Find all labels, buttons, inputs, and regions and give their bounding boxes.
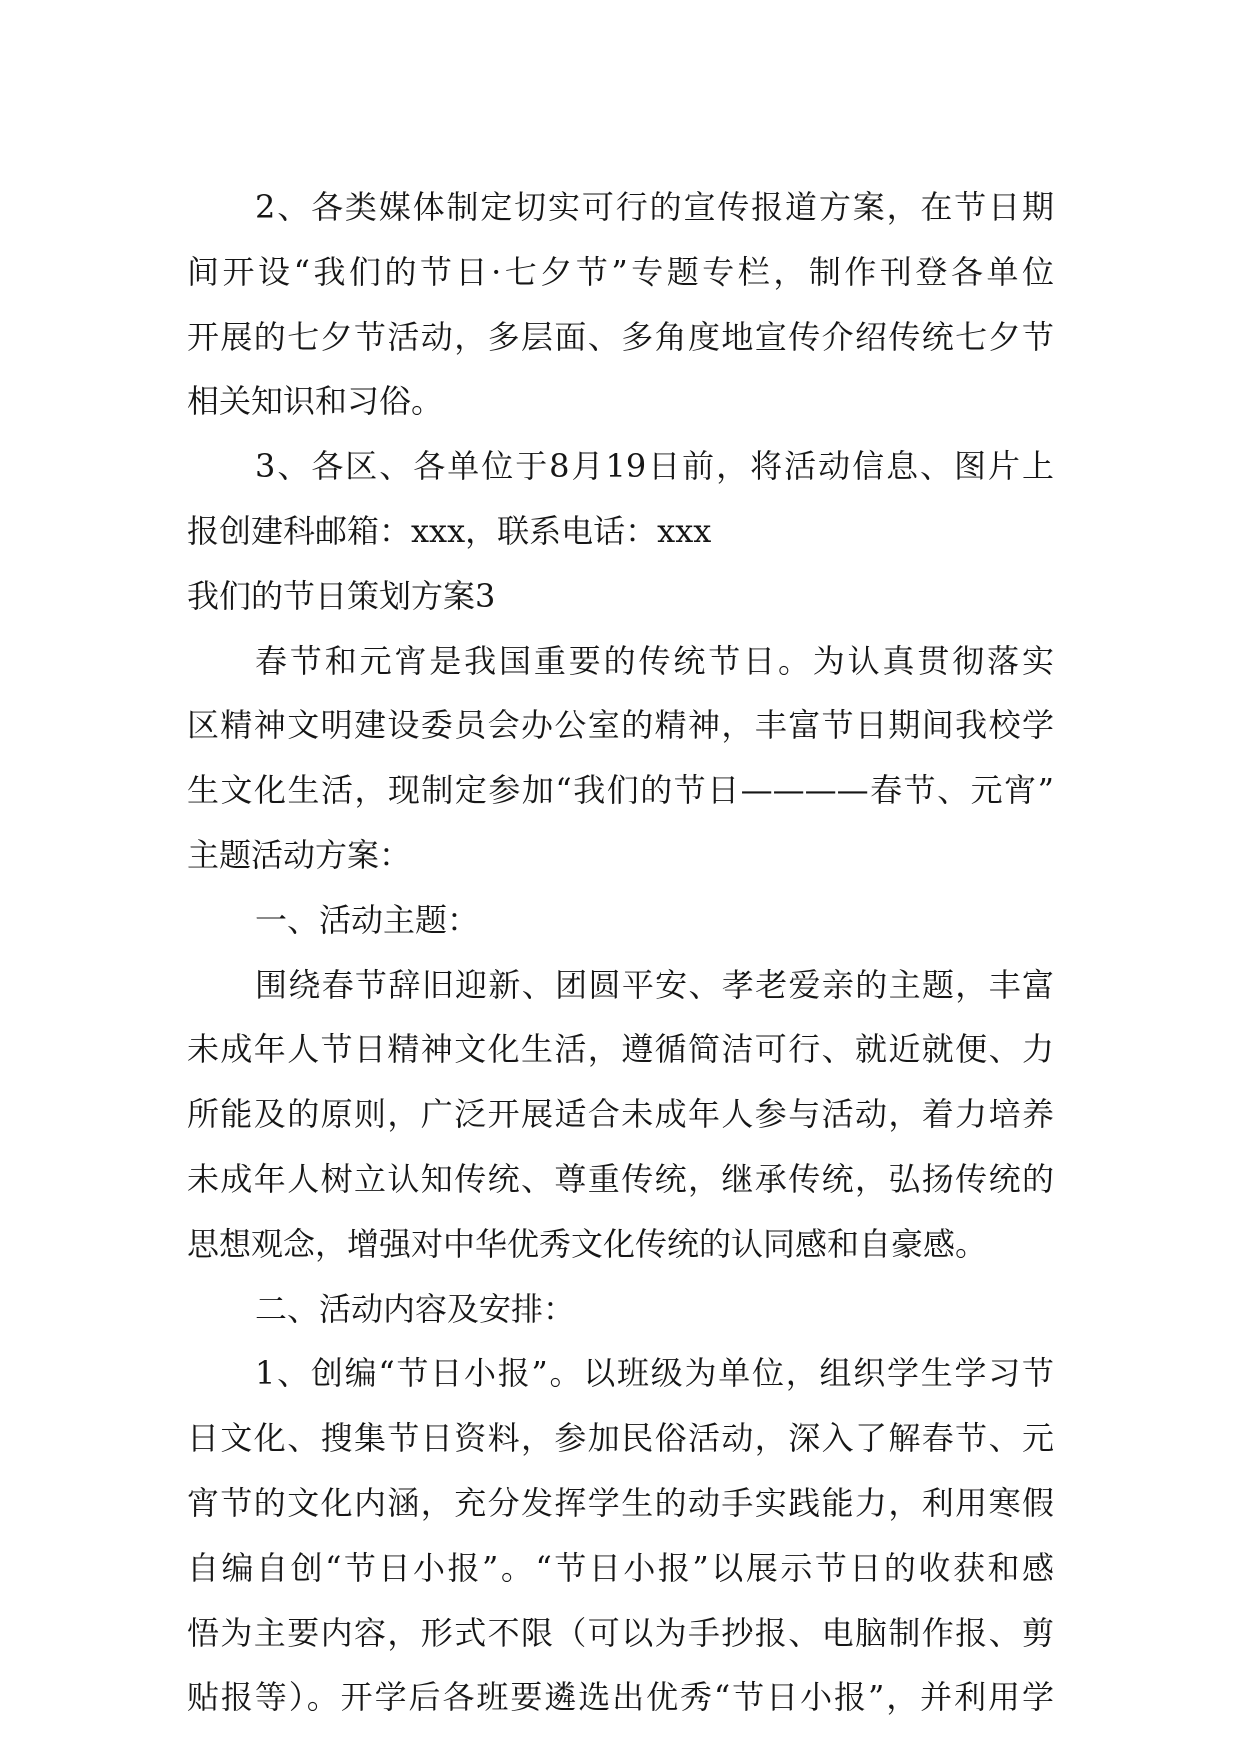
paragraph-media-plan [187,175,1054,434]
paragraph-line: 3、各区、各单位于8月19日前，将活动信息、图片上 [255,447,1054,486]
subheading-content [187,1277,1054,1342]
paragraph-line: 贴报等）。开学后各班要遴选出优秀“节日小报”，并利用学 [187,1678,1054,1717]
paragraph-line: 生文化生活，现制定参加“我们的节日————春节、元宵” [187,771,1054,810]
paragraph-theme [187,953,1054,1277]
paragraph-line: 相关知识和习俗。 [187,382,444,421]
paragraph-line: 悟为主要内容，形式不限（可以为手抄报、电脑制作报、剪 [187,1613,1054,1652]
paragraph-line: 未成年人树立认知传统、尊重传统，继承传统，弘扬传统的 [187,1159,1054,1198]
paragraph-line: 宵节的文化内涵，充分发挥学生的动手实践能力，利用寒假 [187,1483,1054,1522]
subheading-theme [187,888,1054,953]
section-heading-text: 我们的节日策划方案3 [187,576,496,615]
paragraph-line: 间开设“我们的节日·七夕节”专题专栏，制作刊登各单位 [187,252,1054,291]
paragraph-line: 自编自创“节日小报”。“节日小报”以展示节日的收获和感 [187,1548,1054,1587]
paragraph-report-deadline [187,434,1054,564]
paragraph-line: 未成年人节日精神文化生活，遵循简洁可行、就近就便、力 [187,1030,1054,1069]
paragraph-line: 1、创编“节日小报”。以班级为单位，组织学生学习节 [255,1354,1054,1393]
paragraph-line: 区精神文明建设委员会办公室的精神，丰富节日期间我校学 [187,706,1054,745]
paragraph-line: 报创建科邮箱：xxx，联系电话：xxx [187,511,712,550]
document-body [187,175,1054,1730]
paragraph-line: 春节和元宵是我国重要的传统节日。为认真贯彻落实 [255,641,1054,680]
paragraph-newspaper-activity [187,1341,1054,1730]
subheading-text: 一、活动主题： [255,900,480,939]
paragraph-line: 主题活动方案： [187,835,412,874]
paragraph-line: 思想观念，增强对中华优秀文化传统的认同感和自豪感。 [187,1224,988,1263]
paragraph-line: 开展的七夕节活动，多层面、多角度地宣传介绍传统七夕节 [187,317,1054,356]
paragraph-line: 围绕春节辞旧迎新、团圆平安、孝老爱亲的主题，丰富 [255,965,1054,1004]
section-heading [187,564,1054,629]
subheading-text: 二、活动内容及安排： [255,1289,576,1328]
paragraph-line: 日文化、搜集节日资料，参加民俗活动，深入了解春节、元 [187,1419,1054,1458]
paragraph-line: 2、各类媒体制定切实可行的宣传报道方案，在节日期 [255,188,1054,226]
paragraph-line: 所能及的原则，广泛开展适合未成年人参与活动，着力培养 [187,1095,1054,1134]
paragraph-introduction [187,629,1054,888]
